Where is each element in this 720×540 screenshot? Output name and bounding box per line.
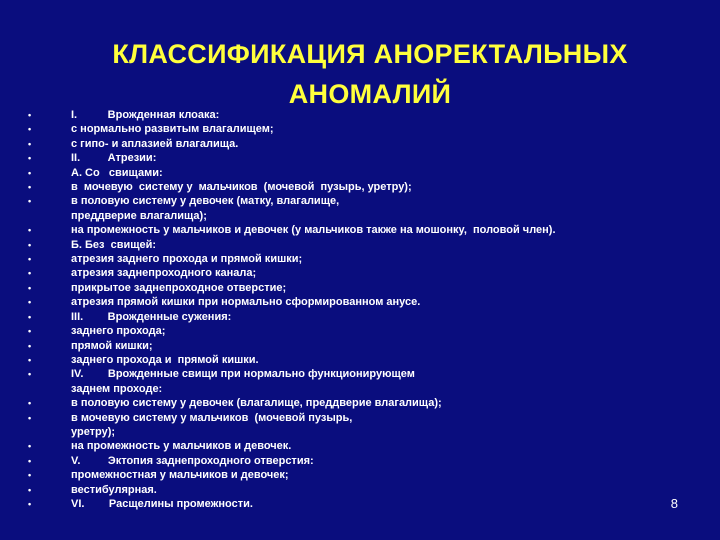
title-line-2: АНОМАЛИЙ	[288, 79, 452, 109]
list-item: • атрезия заднепроходного канала;	[28, 266, 668, 280]
list-item: • II. Атрезии:	[28, 151, 668, 165]
page-number: 8	[670, 496, 678, 511]
list-item: • Б. Без свищей:	[28, 238, 668, 252]
list-item: • заднего прохода и прямой кишки.	[28, 353, 668, 367]
list-item: • с гипо- и аплазией влагалища.	[28, 137, 668, 151]
list-item: • на промежность у мальчиков и девочек (у мальчиков также на мошонку, половой член).	[28, 223, 668, 237]
list-item: • в половую систему у девочек (влагалище, преддверие влагалища);	[28, 396, 668, 410]
list-item: • А. Со свищами:	[28, 166, 668, 180]
list-item: • вестибулярная.	[28, 483, 668, 497]
title-line-1: КЛАССИФИКАЦИЯ АНОРЕКТАЛЬНЫХ	[112, 39, 628, 69]
classification-list	[28, 108, 668, 511]
list-item: • в мочевую систему у мальчиков (мочевой пузырь, уретру);	[28, 180, 668, 194]
list-item: • V. Эктопия заднепроходного отверстия:	[28, 454, 668, 468]
list-item: • прямой кишки;	[28, 339, 668, 353]
list-item: • атрезия заднего прохода и прямой кишки;	[28, 252, 668, 266]
list-item: • промежностная у мальчиков и девочек;	[28, 468, 668, 482]
list-item: • I. Врожденная клоака:	[28, 108, 668, 122]
list-item: • IV. Врожденные свищи при нормально функционирующем заднем проходе:	[28, 367, 668, 396]
list-item: • с нормально развитым влагалищем;	[28, 122, 668, 136]
list-item: • прикрытое заднепроходное отверстие;	[28, 281, 668, 295]
list-item: • VI. Расщелины промежности.	[28, 497, 668, 511]
list-item: • атрезия прямой кишки при нормально сформированном анусе.	[28, 295, 668, 309]
list-item: • III. Врожденные сужения:	[28, 310, 668, 324]
list-item: • в половую систему у девочек (матку, влагалище, преддверие влагалища);	[28, 194, 668, 223]
list-item: • на промежность у мальчиков и девочек.	[28, 439, 668, 453]
list-item: • заднего прохода;	[28, 324, 668, 338]
list-item: • в мочевую систему у мальчиков (мочевой пузырь, уретру);	[28, 411, 668, 440]
slide-title	[40, 34, 700, 114]
